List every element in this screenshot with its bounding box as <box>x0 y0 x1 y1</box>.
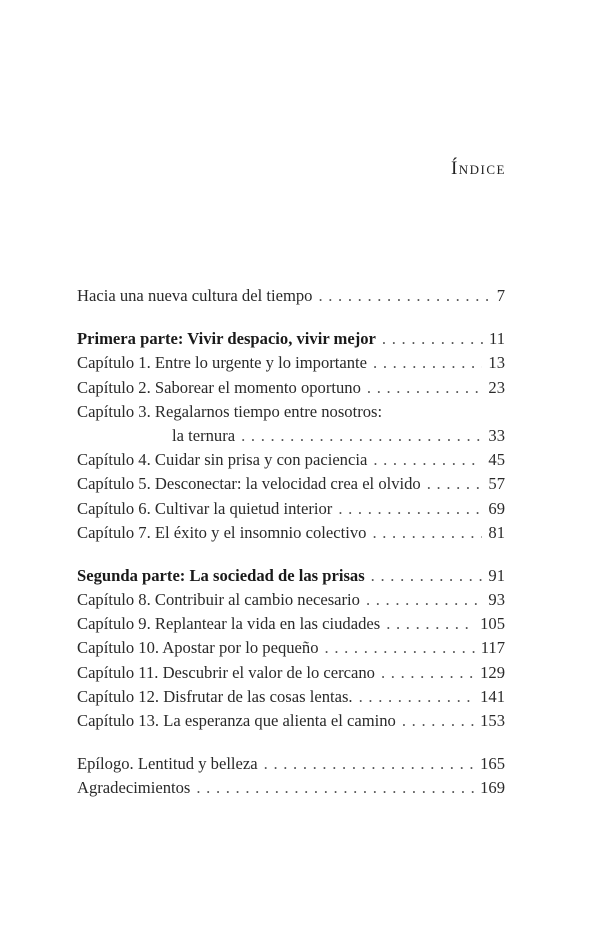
toc-entry-page: 45 <box>488 450 505 470</box>
toc-entry-label: Capítulo 1. Entre lo urgente y lo importante <box>77 353 368 373</box>
dot-leader <box>325 636 475 660</box>
dot-leader <box>382 327 483 351</box>
toc-part-heading-2[interactable] <box>77 564 505 588</box>
toc-entry-intro[interactable] <box>77 284 505 308</box>
toc-entry-label: Capítulo 9. Replantear la vida en las ciudades <box>77 614 381 634</box>
toc-entry-page: 11 <box>489 329 505 349</box>
toc-entry-label: Epílogo. Lentitud y belleza <box>77 754 258 774</box>
toc-chapter-6[interactable] <box>77 497 505 521</box>
toc-entry-label: Capítulo 8. Contribuir al cambio necesario <box>77 590 360 610</box>
table-of-contents <box>77 284 505 801</box>
dot-leader <box>373 448 482 472</box>
dot-leader <box>366 588 482 612</box>
toc-chapter-5[interactable] <box>77 472 505 496</box>
toc-chapter-11[interactable] <box>77 661 505 685</box>
dot-leader <box>427 472 483 496</box>
dot-leader <box>371 564 483 588</box>
dot-leader <box>381 661 474 685</box>
toc-entry-label: la ternura <box>172 425 236 445</box>
toc-entry-page: 93 <box>488 590 505 610</box>
toc-chapter-13[interactable] <box>77 709 505 733</box>
dot-leader <box>372 521 482 545</box>
toc-entry-label: Primera parte: Vivir despacio, vivir mejor <box>77 329 376 349</box>
toc-chapter-12[interactable] <box>77 685 505 709</box>
toc-entry-page: 91 <box>488 565 505 585</box>
toc-entry-page: 7 <box>496 286 505 305</box>
toc-chapter-7[interactable] <box>77 521 505 545</box>
toc-entry-page: 141 <box>480 686 505 706</box>
toc-entry-label: Capítulo 10. Apostar por lo pequeño <box>77 638 319 658</box>
toc-entry-page: 169 <box>480 778 505 798</box>
page-title: Índice <box>450 158 506 179</box>
toc-entry-page: 57 <box>488 474 505 494</box>
toc-entry-page: 81 <box>488 522 505 542</box>
toc-chapter-3-continuation[interactable] <box>77 424 505 448</box>
toc-entry-label: Capítulo 11. Descubrir el valor de lo cercano <box>77 662 375 682</box>
dot-leader <box>373 351 482 375</box>
toc-chapter-4[interactable] <box>77 448 505 472</box>
toc-entry-acknowledgements[interactable] <box>77 776 505 800</box>
toc-entry-label: Capítulo 7. El éxito y el insomnio colectivo <box>77 522 367 542</box>
toc-entry-label: Capítulo 5. Desconectar: la velocidad crea el olvido <box>77 474 421 494</box>
dot-leader <box>241 424 482 448</box>
toc-chapter-2[interactable] <box>77 376 505 400</box>
toc-entry-label: Capítulo 3. Regalarnos tiempo entre nosotros: <box>77 401 383 421</box>
toc-chapter-1[interactable] <box>77 351 505 375</box>
toc-chapter-3[interactable] <box>77 400 505 424</box>
toc-entry-page: 153 <box>480 711 505 730</box>
dot-leader <box>402 709 474 733</box>
toc-chapter-9[interactable] <box>77 612 505 636</box>
toc-entry-label: Capítulo 4. Cuidar sin prisa y con paciencia <box>77 450 368 470</box>
toc-chapter-10[interactable] <box>77 636 505 660</box>
toc-entry-label: Hacia una nueva cultura del tiempo <box>77 286 313 305</box>
toc-entry-label: Capítulo 2. Saborear el momento oportuno <box>77 377 361 397</box>
toc-part-heading-1[interactable] <box>77 327 505 351</box>
toc-entry-page: 165 <box>480 754 505 774</box>
toc-entry-label: Capítulo 12. Disfrutar de las cosas lentas. <box>77 686 353 706</box>
toc-chapter-8[interactable] <box>77 588 505 612</box>
toc-entry-page: 105 <box>480 614 505 634</box>
toc-entry-page: 33 <box>488 425 505 445</box>
section-gap <box>77 308 505 327</box>
toc-entry-label: Capítulo 6. Cultivar la quietud interior <box>77 498 333 518</box>
toc-entry-page: 23 <box>488 377 505 397</box>
dot-leader <box>386 612 474 636</box>
dot-leader <box>196 776 474 800</box>
toc-entry-page: 13 <box>488 353 505 373</box>
dot-leader <box>318 284 490 308</box>
dot-leader <box>367 376 483 400</box>
toc-entry-label: Agradecimientos <box>77 778 191 798</box>
toc-entry-label: Capítulo 13. La esperanza que alienta el camino <box>77 711 396 730</box>
toc-entry-page: 129 <box>480 662 505 682</box>
toc-entry-page: 69 <box>488 498 505 518</box>
dot-leader <box>264 752 474 776</box>
toc-entry-epilogue[interactable] <box>77 752 505 776</box>
toc-entry-page: 117 <box>480 638 505 658</box>
section-gap <box>77 733 505 752</box>
toc-entry-label: Segunda parte: La sociedad de las prisas <box>77 565 365 585</box>
dot-leader <box>338 497 482 521</box>
section-gap <box>77 545 505 564</box>
dot-leader <box>359 685 475 709</box>
